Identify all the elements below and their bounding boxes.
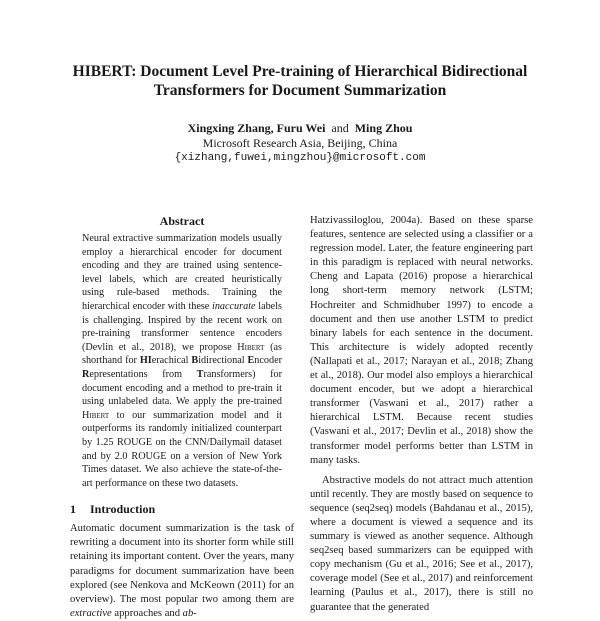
right-paragraph-1: Hatzivassiloglou, 2004a). Based on these sparse features, sentence are selected using a classifier or a regression model. Later, the feature engineering part in this paradigm is replaced with neural networks. Cheng and Lapata (2016) propose a hierarchical long short-term memory network (LSTM; Hochreiter and Schmidhuber 1997) to encode a document and then use another LSTM to predict binary labels for each sentence in the document. This architecture is widely adopted recently (Nallapati et al., 2017; Narayan et al., 2018; Zhang et al., 2018). Our model also employs a hierarchical document encoder, but we adopt a hierarchical transformer (Vaswani et al., 2017) rather a hierarchical LSTM. Because recent studies (Vaswani et al., 2017; Devlin et al., 2018) show the transformer model performs better than LSTM in many tasks.	[310, 215, 533, 466]
author-block	[40, 121, 560, 166]
abstract-text-part: idirectional	[198, 355, 248, 367]
section-title: Introduction	[90, 502, 156, 517]
abstract-text-part: epresentations from	[89, 368, 197, 380]
email: {xizhang,fuwei,mingzhou}@microsoft.com	[174, 152, 426, 164]
section-number: 1	[70, 502, 76, 517]
abstract-text-part: T	[196, 368, 204, 380]
author-and: and	[331, 121, 349, 135]
intro-paragraph	[70, 522, 294, 621]
section-heading-introduction	[70, 502, 294, 517]
abstract-text-part: erachical	[151, 355, 192, 367]
intro-text-part: extractive	[70, 607, 112, 619]
intro-text-part: ab-	[182, 607, 197, 619]
abstract-text-part: E	[247, 355, 255, 367]
right-paragraph-2: Abstractive models do not attract much attention until recently. They are mostly based on sequence to sequence (seq2seq) models (Bahdanau et al., 2015), where a document is viewed a sequence and its summary is viewed as another sequence. Although seq2seq based summarizers can be equipped with copy mechanism (Gu et al., 2016; See et al., 2017), coverage model (See et al., 2017) and reinforcement learning (Paulus et al., 2017), there is still no guarantee that the generated	[310, 474, 533, 613]
abstract-text-part: HI	[139, 355, 152, 367]
abstract-text	[82, 232, 282, 490]
abstract-text-part: B	[191, 355, 199, 367]
abstract-text-part: inaccurate	[212, 300, 256, 312]
abstract-text-part: (as shorthand for	[82, 341, 282, 367]
abstract-text-part: ncoder	[254, 355, 282, 367]
right-column	[310, 214, 533, 615]
author-names-a: Xingxing Zhang, Furu Wei	[187, 121, 326, 135]
paper-title	[40, 62, 560, 100]
title-line-2: Transformers for Document Summarization	[153, 82, 447, 99]
abstract-text-part: Hibert	[237, 341, 265, 353]
intro-text-part: Automatic document summarization is the task of rewriting a document into its shorter form while still retaining its important content. Over the years, many paradigms for document summarization have been explored (see Nenkova and McKeown (2011) for an overview). The most popular two among them are	[70, 523, 294, 605]
affiliation: Microsoft Research Asia, Beijing, China	[202, 136, 398, 150]
abstract-text-part: R	[82, 368, 90, 380]
author-names-b: Ming Zhou	[354, 121, 413, 135]
left-column	[70, 214, 294, 621]
abstract-text-part: ransformers) for document encoding and a method to pre-train it using unlabeled data. We apply the pre-trained	[82, 368, 282, 408]
abstract-text-part: labels is challenging. Inspired by the recent work on pre-training transformer sentence encoders (Devlin et al., 2018), we propose	[82, 300, 283, 353]
abstract-text-part: to our summarization model and it outperforms its randomly initialized counterpart by 1.25 ROUGE on the CNN/Dailymail dataset and by 2.0 ROUGE on a version of New York Times dataset. We also achieve the state-of-the-art performance on these two datasets.	[82, 409, 282, 489]
title-line-1: HIBERT: Document Level Pre-training of Hierarchical Bidirectional	[72, 63, 528, 80]
abstract-text-part: Neural extractive summarization models usually employ a hierarchical encoder for document encoding and they are trained using sentence-level labels, which are created heuristically using rule-based methods. Training the hierarchical encoder with these	[82, 233, 282, 312]
author-names	[40, 121, 560, 136]
intro-text-part: approaches and	[111, 607, 183, 619]
abstract-heading: Abstract	[159, 214, 205, 228]
abstract-text-part: Hibert	[82, 409, 110, 421]
